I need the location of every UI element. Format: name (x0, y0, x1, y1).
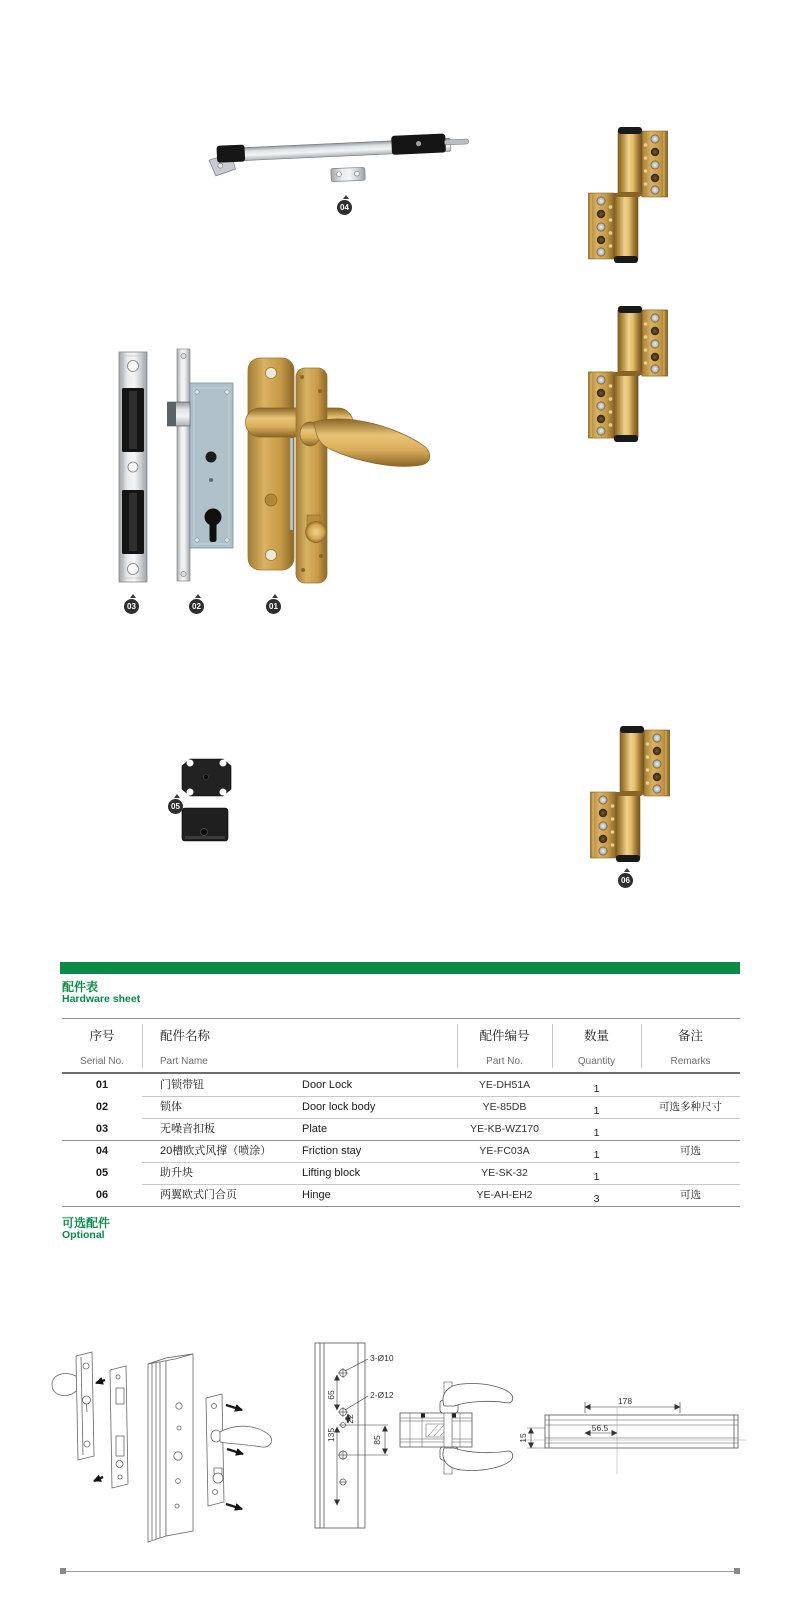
hinge-image-bottom (590, 726, 670, 862)
part-label-06: 06 (618, 873, 633, 888)
footer-rule-end-right (734, 1568, 740, 1574)
part-label-02: 02 (189, 599, 204, 614)
svg-text:3-Ø10: 3-Ø10 (370, 1353, 394, 1363)
table-row: 01 门锁带钮 Door Lock YE-DH51A 1 (95, 1079, 600, 1095)
part-label-03: 03 (124, 599, 139, 614)
handle-cross-section-drawing (392, 1368, 532, 1486)
table-row: 06 两翼欧式门合页 Hinge YE-AH-EH2 3 可选 (95, 1189, 701, 1205)
svg-text:178: 178 (617, 1396, 633, 1406)
hinge-image-middle (588, 306, 668, 442)
table-top-border (62, 1018, 740, 1019)
svg-text:85: 85 (372, 1435, 382, 1445)
table-row: 03 无噪音扣板 Plate YE-KB-WZ170 1 (95, 1123, 600, 1139)
part-label-05: 05 (168, 799, 183, 814)
optional-parts-label-en: Optional (62, 1229, 105, 1241)
door-handle-image (244, 350, 439, 590)
table-row: 05 助升块 Lifting block YE-SK-32 1 (95, 1167, 600, 1183)
svg-text:135: 135 (326, 1427, 336, 1443)
friction-stay-image (195, 110, 495, 205)
column-divider (142, 1024, 143, 1068)
svg-text:22: 22 (345, 1414, 355, 1424)
column-header-remarks: 备注 Remarks (670, 1029, 711, 1067)
column-header-partno: 配件编号 Part No. (479, 1029, 530, 1067)
strike-plate-image (117, 350, 149, 585)
table-row: 02 锁体 Door lock body YE-85DB 1 可选多种尺寸 (95, 1101, 722, 1117)
column-header-qty: 数量 Quantity (577, 1029, 616, 1067)
table-bottom-border (62, 1206, 740, 1207)
lifting-block-image (180, 753, 235, 848)
hinge-image-top (588, 127, 668, 263)
green-divider-bar (60, 962, 740, 974)
svg-text:2-Ø12: 2-Ø12 (370, 1390, 394, 1400)
hardware-sheet-title-en: Hardware sheet (62, 993, 141, 1005)
footer-rule (62, 1571, 738, 1572)
column-header-name: 配件名称 Part Name (160, 1029, 211, 1067)
part-label-01: 01 (266, 599, 281, 614)
hardware-sheet-title-zh: 配件表 (62, 980, 99, 994)
column-header-serial: 序号 Serial No. (80, 1029, 124, 1067)
footer-rule-end-left (60, 1568, 66, 1574)
lock-body-image (167, 347, 239, 587)
hardware-sheet-table (62, 1018, 740, 1210)
svg-text:65: 65 (326, 1390, 336, 1400)
exploded-installation-drawing (48, 1336, 296, 1548)
table-row: 04 20槽欧式风撑（喷涂） Friction stay YE-FC03A 1 可选 (95, 1145, 701, 1161)
horizontal-profile-drawing (518, 1382, 748, 1482)
part-label-04: 04 (337, 200, 352, 215)
svg-text:15: 15 (518, 1433, 528, 1443)
optional-parts-label-zh: 可选配件 (62, 1216, 111, 1230)
svg-text:56.5: 56.5 (591, 1423, 609, 1433)
